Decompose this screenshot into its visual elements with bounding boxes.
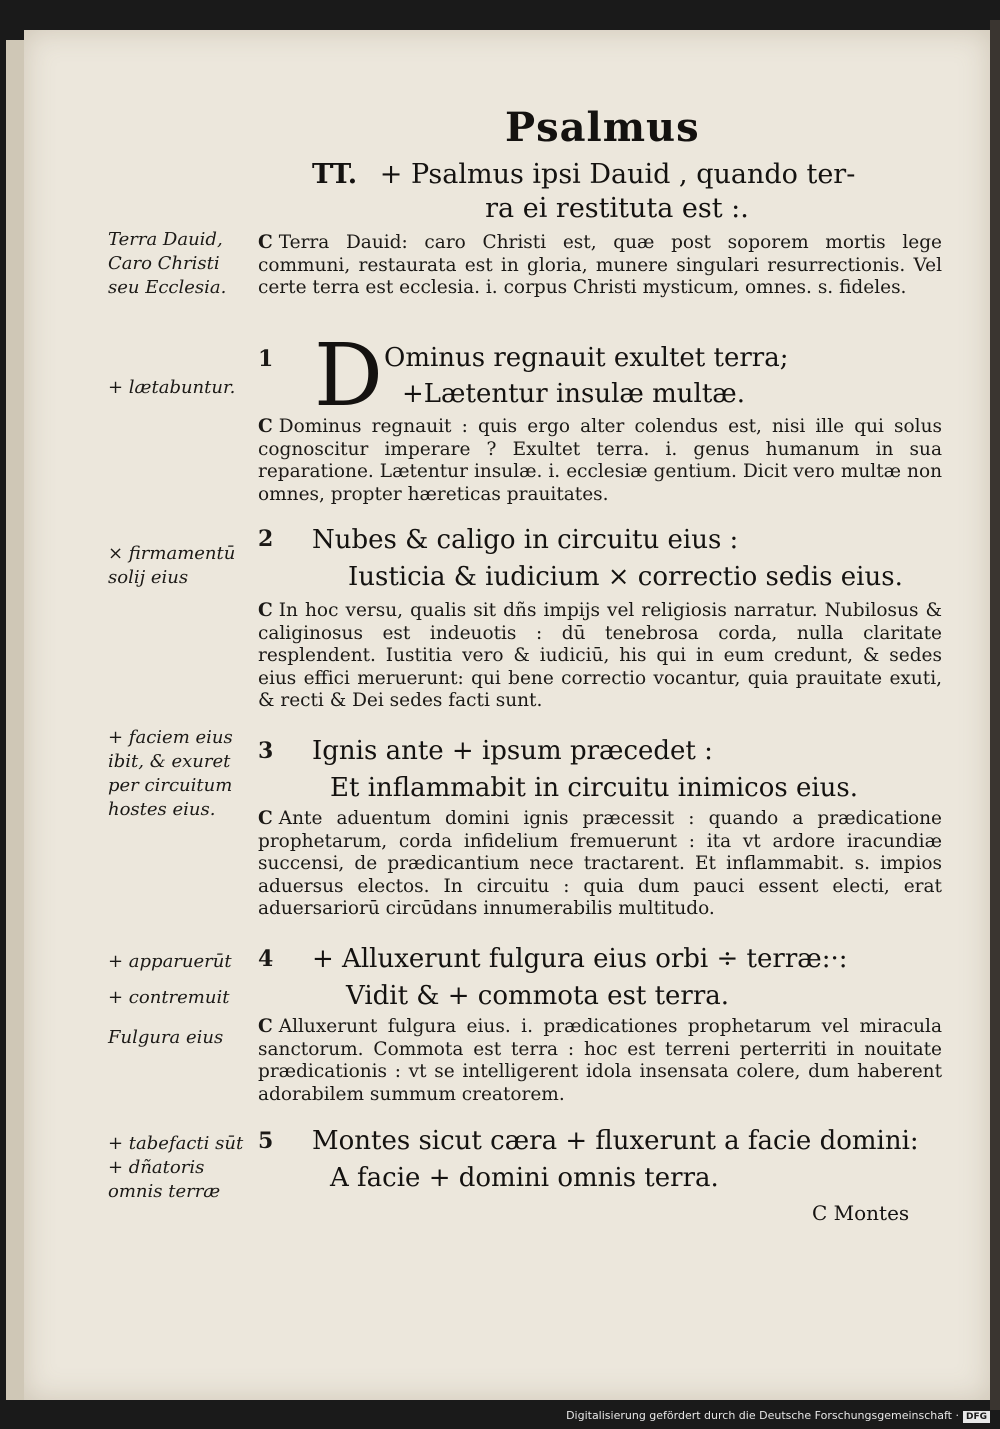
margin-line: × firmamentū bbox=[108, 543, 236, 564]
verse-number: 1 bbox=[258, 346, 274, 372]
margin-line: + dñatoris bbox=[108, 1157, 205, 1178]
commentary-text: Ante aduentum domini ignis præcessit : quando a prædicatione prophetarum, corda infidelium fremuerunt : ita vt ardore iracundiæ succensi, de prædicantium nece tractarent. Et inflammabit. s. impios aduersus electos. In circuitu : quia dum pauci essent electi, erat aduersariorū circūdans innumerabilis multitudo. bbox=[258, 808, 942, 919]
margin-line: hostes eius. bbox=[108, 799, 216, 820]
margin-line: + apparuerūt bbox=[108, 951, 232, 972]
catchword: C Montes bbox=[812, 1201, 910, 1225]
margin-line: + contremuit bbox=[108, 987, 230, 1008]
paragraph-mark: C bbox=[258, 600, 273, 621]
commentary-paragraph bbox=[258, 416, 942, 506]
psalm-title bbox=[312, 158, 902, 226]
margin-note bbox=[108, 1026, 256, 1050]
verse-line: +Lætentur insulæ multæ. bbox=[402, 379, 745, 409]
verse-line: Nubes & caligo in circuitu eius : bbox=[312, 525, 739, 555]
margin-note bbox=[108, 228, 256, 300]
verse-line: A facie + domini omnis terra. bbox=[330, 1163, 719, 1193]
verse-number: 4 bbox=[258, 946, 274, 972]
paragraph-mark: C bbox=[258, 416, 273, 437]
margin-note bbox=[108, 944, 256, 1016]
margin-note bbox=[108, 1132, 256, 1204]
drop-cap: D bbox=[314, 326, 383, 426]
margin-line: per circuitum bbox=[108, 775, 233, 796]
commentary-paragraph bbox=[258, 808, 942, 921]
verse-line: Iusticia & iudicium × correctio sedis eius. bbox=[348, 562, 903, 592]
margin-note bbox=[108, 542, 256, 590]
running-head: Psalmus bbox=[505, 104, 700, 151]
verse-line: Et inflammabit in circuitu inimicos eius. bbox=[330, 773, 859, 803]
commentary-text: Alluxerunt fulgura eius. i. prædicationes prophetarum vel miracula sanctorum. Commota est terra : hoc est terreni perterriti in nouitate prædicationis : vt se intelligerent idola insensata colere, dum haberent adorabilem summum creatorem. bbox=[258, 1016, 942, 1105]
verse-line: Ignis ante + ipsum præcedet : bbox=[312, 736, 713, 766]
paragraph-mark: C bbox=[258, 232, 273, 253]
verse-line: Montes sicut cæra + fluxerunt a facie domini: bbox=[312, 1126, 919, 1156]
psalm-number: TT. bbox=[312, 159, 358, 190]
commentary-text: Dominus regnauit : quis ergo alter colendus est, nisi ille qui solus cognoscitur imperare ? Exultet terra. i. genus humanum in sua reparatione. Lætentur insulæ. i. ecclesiæ gentium. Dicit vero multæ non omnes, propter hæreticas prauitates. bbox=[258, 416, 942, 505]
margin-line: + tabefacti sūt bbox=[108, 1133, 244, 1154]
verse-line: Vidit & + commota est terra. bbox=[346, 981, 730, 1011]
margin-line: Terra Dauid, bbox=[108, 229, 223, 250]
margin-line: omnis terræ bbox=[108, 1181, 221, 1202]
book-edge bbox=[990, 20, 1000, 1410]
paragraph-mark: C bbox=[258, 1016, 273, 1037]
commentary-paragraph bbox=[258, 232, 942, 300]
footer-credit bbox=[566, 1409, 990, 1423]
title-line-1: + Psalmus ipsi Dauid , quando ter- bbox=[379, 159, 856, 190]
margin-line: Caro Christi bbox=[108, 253, 220, 274]
verse-number: 3 bbox=[258, 738, 274, 764]
dfg-logo: DFG bbox=[963, 1411, 990, 1423]
margin-line: ibit, & exuret bbox=[108, 751, 231, 772]
margin-line: + faciem eius bbox=[108, 727, 233, 748]
verse-line: + Alluxerunt fulgura eius orbi ÷ terræ:·: bbox=[312, 944, 848, 974]
commentary-text: Terra Dauid: caro Christi est, quæ post soporem mortis lege communi, restaurata est in gloria, munere singulari resurrectionis. Vel certe terra est ecclesia. i. corpus Christi mysticum, omnes. s. fideles. bbox=[258, 232, 942, 298]
commentary-paragraph bbox=[258, 600, 942, 713]
margin-line: seu Ecclesia. bbox=[108, 277, 227, 298]
commentary-text: In hoc versu, qualis sit dñs impijs vel religiosis narratur. Nubilosus & caliginosus est indeuotis : dū tenebrosa corda, nulla claritate resplendent. Iustitia vero & iudiciū, his qui in eum credunt, & sedes eius effici meruerunt: qui bene correctio vocantur, quia prauitate exuti, & recti & Dei sedes facti sunt. bbox=[258, 600, 942, 711]
margin-note bbox=[108, 376, 256, 400]
title-line-2: ra ei restituta est :. bbox=[485, 193, 749, 224]
page-edge bbox=[6, 40, 24, 1400]
verse-number: 2 bbox=[258, 526, 274, 552]
margin-line: solij eius bbox=[108, 567, 189, 588]
footer-text: Digitalisierung gefördert durch die Deutsche Forschungsgemeinschaft · bbox=[566, 1409, 959, 1422]
verse-number: 5 bbox=[258, 1128, 274, 1154]
commentary-paragraph bbox=[258, 1016, 942, 1106]
margin-line: + lætabuntur. bbox=[108, 377, 236, 398]
margin-note bbox=[108, 726, 256, 822]
paragraph-mark: C bbox=[258, 808, 273, 829]
margin-line: Fulgura eius bbox=[108, 1027, 224, 1048]
verse-line: Ominus regnauit exultet terra; bbox=[384, 343, 789, 373]
